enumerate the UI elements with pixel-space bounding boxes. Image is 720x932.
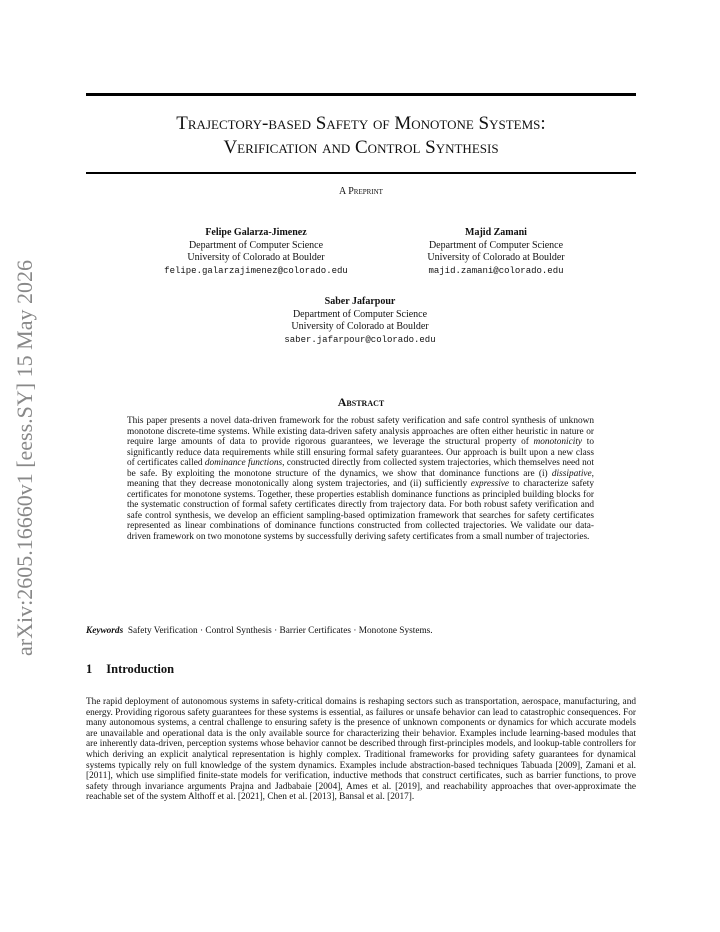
paper-title <box>86 112 636 160</box>
abstract-part: to significantly reduce data requirements while still ensuring formal safety guarantees. Our approach is built upon a new class of certificates called <box>127 437 594 468</box>
author-name: Majid Zamani <box>465 227 527 238</box>
introduction-paragraph: The rapid deployment of autonomous systems in safety-critical domains is reshaping sectors such as transportation, aerospace, manufacturing, and energy. Providing rigorous safety guarantees for these systems is essential, as failures or unsafe behavior can lead to catastrophic consequences. For many autonomous systems, a central challenge to ensuring safety is the presence of unknown components or dynamics for which accurate models are unavailable and operational data is the only available source for characterizing their behavior. Examples include learning-based modules that are inherently data-driven, perception systems whose behavior cannot be described through first-principles models, and lookup-table controllers for which deriving an explicit analytical representation is highly complex. Traditional frameworks for providing safety guarantees for dynamical systems typically rely on full knowledge of the system dynamics. Examples include abstraction-based techniques Tabuada [2009], Zamani et al. [2011], which use simplified finite-state models for verification, inductive methods that construct certificates, such as barrier functions, to prove safety through invariance arguments Prajna and Jadbabaie [2004], Ames et al. [2019], and reachability approaches that over-approximate the reachable set of the system Althoff et al. [2021], Chen et al. [2013], Bansal et al. [2017]. <box>86 697 636 803</box>
section-heading <box>86 662 188 677</box>
abstract-emphasis: dissipative <box>551 468 592 479</box>
abstract-text <box>127 416 594 542</box>
keywords-line <box>86 626 636 636</box>
abstract-part: , meaning that they decrease monotonically along system trajectories, and (ii) sufficiently <box>127 468 594 489</box>
abstract-part: to characterize safety certificates for monotone systems. Together, these properties establish dominance functions as principled building blocks for the systematic construction of formal safety certificates directly from trajectory data. For both robust safety verification and safe control synthesis, we develop an efficient sampling-based optimization framework that searches for safety certificates represented as linear combinations of dominance functions constructed from collected trajectories. We validate our data-driven framework on two monotone systems by successfully deriving safety certificates from a small number of trajectories. <box>127 479 595 542</box>
abstract-part: , constructed directly from collected system trajectories, which themselves need not be safe. By exploiting the monotone structure of the dynamics, we show that dominance functions are (i) <box>127 458 595 479</box>
author-name: Saber Jafarpour <box>324 296 396 307</box>
author-dept: Department of Computer Science <box>292 308 428 320</box>
arxiv-identifier: arXiv:2605.16660v1 [eess.SY] 15 May 2026 <box>12 260 37 656</box>
abstract-emphasis: monotonicity <box>533 437 583 447</box>
author-email[interactable]: majid.zamani@colorado.edu <box>428 265 564 276</box>
author-block-2 <box>376 227 616 277</box>
keywords-label: Keywords <box>86 626 124 636</box>
author-name: Felipe Galarza-Jimenez <box>205 227 307 238</box>
author-univ: University of Colorado at Boulder <box>187 252 325 263</box>
title-line-1: Trajectory-based Safety of Monotone Systems: <box>176 113 546 134</box>
title-rule-top <box>86 93 636 96</box>
title-line-2: Verification and Control Synthesis <box>223 137 499 158</box>
preprint-label: A Preprint <box>339 186 383 197</box>
author-block-1 <box>136 227 376 277</box>
author-dept: Department of Computer Science <box>428 239 564 251</box>
author-email[interactable]: felipe.galarzajimenez@colorado.edu <box>164 265 348 276</box>
abstract-heading: Abstract <box>337 395 385 409</box>
abstract-emphasis: expressive <box>470 479 510 489</box>
section-number: 1 <box>86 662 93 676</box>
author-block-3 <box>240 296 480 346</box>
author-univ: University of Colorado at Boulder <box>427 252 565 263</box>
keywords-list: Safety Verification · Control Synthesis · Barrier Certificates · Monotone Systems. <box>127 626 433 636</box>
author-dept: Department of Computer Science <box>188 239 324 251</box>
abstract-emphasis: dominance functions <box>204 458 283 468</box>
author-univ: University of Colorado at Boulder <box>291 321 429 332</box>
author-email[interactable]: saber.jafarpour@colorado.edu <box>284 334 436 345</box>
title-rule-bottom <box>86 172 636 174</box>
abstract-part: This paper presents a novel data-driven framework for the robust safety verification and safe control synthesis of unknown monotone discrete-time systems. While existing data-driven safety analysis approaches are often either heuristic in nature or require large amounts of data to provide rigorous guarantees, we leverage the structural property of <box>127 416 594 447</box>
section-title: Introduction <box>106 662 175 676</box>
